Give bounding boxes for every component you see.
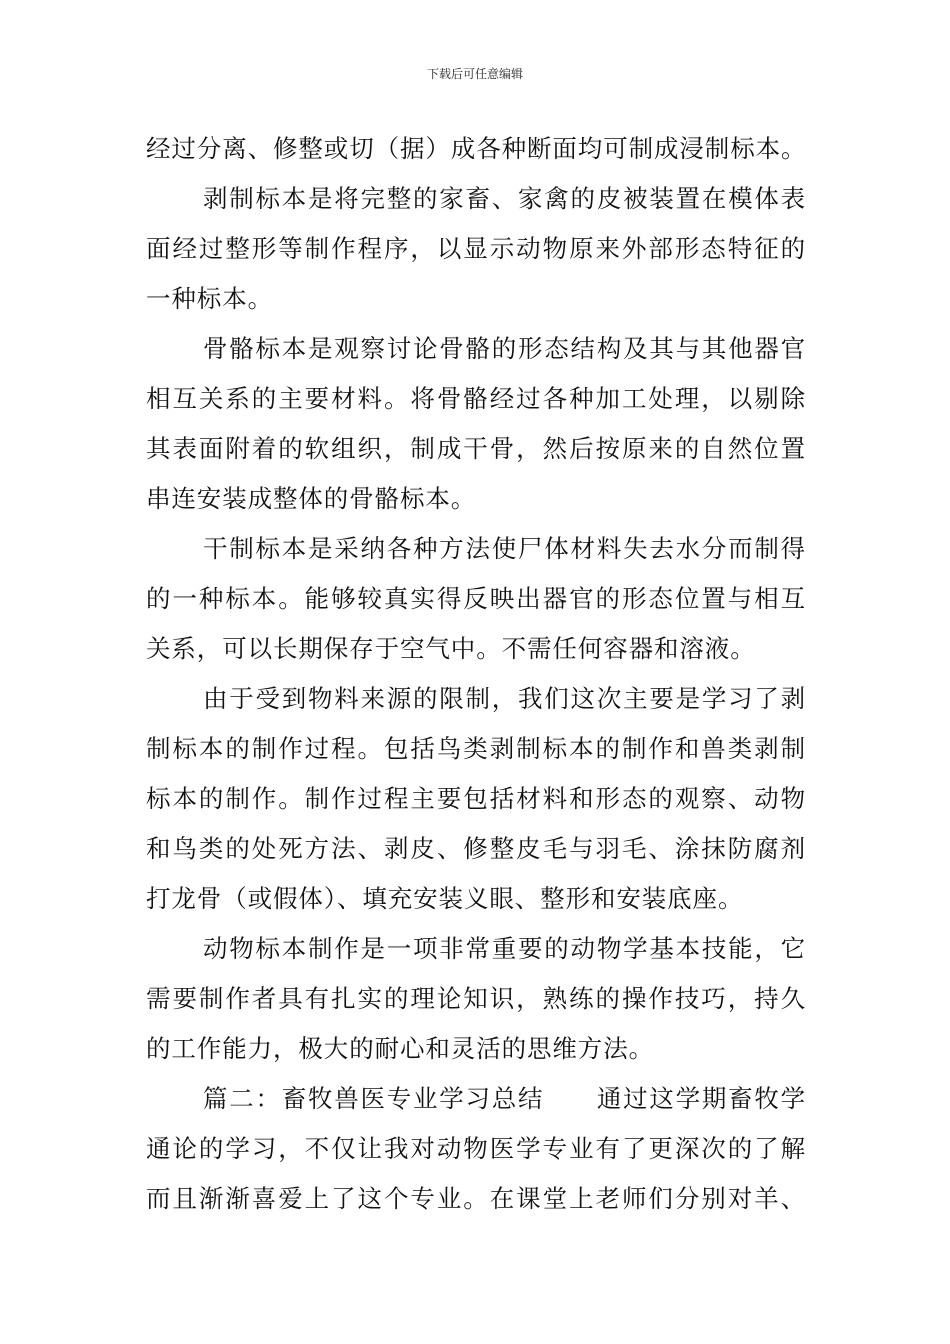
- text-line: 标本的制作。制作过程主要包括材料和形态的观察、动物: [146, 784, 806, 813]
- text-line: 面经过整形等制作程序，以显示动物原来外部形态特征的: [146, 234, 806, 263]
- text-line: 关系，可以长期保存于空气中。不需任何容器和溶液。: [146, 634, 756, 663]
- text-line: 其表面附着的软组织，制成干骨，然后按原来的自然位置: [146, 434, 806, 463]
- text-line: 的工作能力，极大的耐心和灵活的思维方法。: [146, 1034, 654, 1063]
- text-line: 干制标本是采纳各种方法使尸体材料失去水分而制得: [203, 534, 806, 563]
- text-line: 相互关系的主要材料。将骨骼经过各种加工处理，以剔除: [146, 384, 806, 413]
- text-line: 经过分离、修整或切（据）成各种断面均可制成浸制标本。: [146, 134, 807, 163]
- text-line: 通论的学习，不仅让我对动物医学专业有了更深次的了解: [146, 1134, 806, 1163]
- text-line: 剥制标本是将完整的家畜、家禽的皮被装置在模体表: [203, 184, 806, 213]
- text-line: 而且渐渐喜爱上了这个专业。在课堂上老师们分别对羊、: [146, 1184, 806, 1213]
- text-line: 篇二：畜牧兽医专业学习总结 通过这学期畜牧学: [203, 1084, 806, 1113]
- text-line: 需要制作者具有扎实的理论知识，熟练的操作技巧，持久: [146, 984, 806, 1013]
- text-line: 制标本的制作过程。包括鸟类剥制标本的制作和兽类剥制: [146, 734, 806, 763]
- text-line: 动物标本制作是一项非常重要的动物学基本技能，它: [203, 934, 806, 963]
- text-line: 打龙骨（或假体）、填充安装义眼、整形和安装底座。: [146, 884, 744, 913]
- text-line: 由于受到物料来源的限制，我们这次主要是学习了剥: [203, 684, 806, 713]
- text-line: 骨骼标本是观察讨论骨骼的形态结构及其与其他器官: [203, 334, 806, 363]
- page-header: 下载后可任意编辑: [426, 67, 523, 81]
- text-line: 的一种标本。能够较真实得反映出器官的形态位置与相互: [146, 584, 806, 613]
- text-line: 串连安装成整体的骨骼标本。: [146, 484, 477, 513]
- text-line: 和鸟类的处死方法、剥皮、修整皮毛与羽毛、涂抹防腐剂: [146, 834, 806, 863]
- text-line: 一种标本。: [146, 284, 273, 313]
